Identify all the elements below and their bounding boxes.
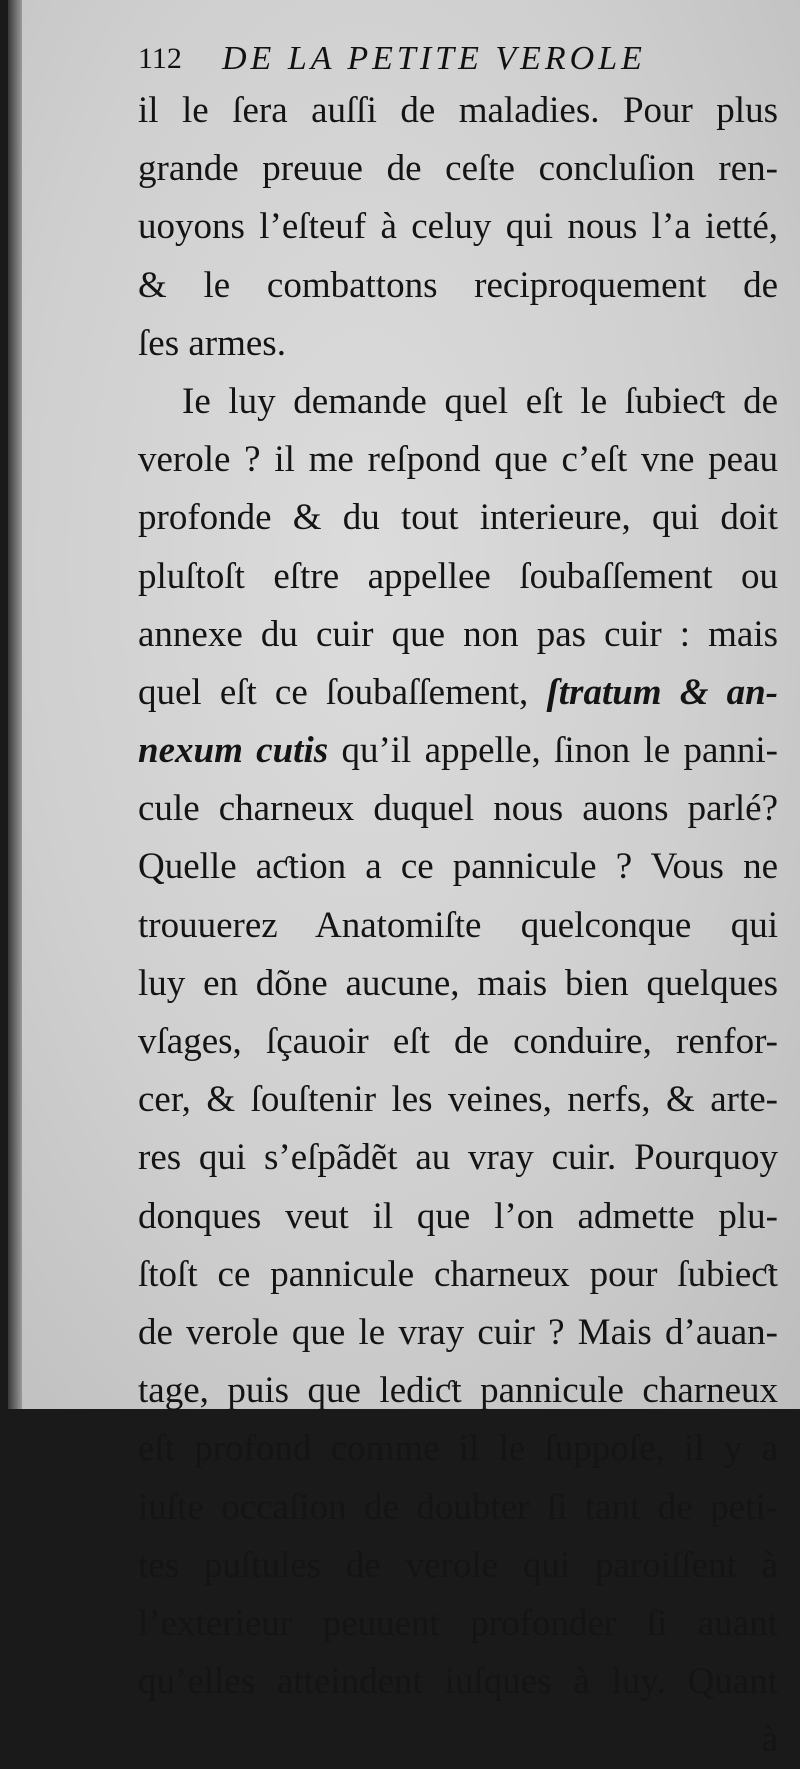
text-line: nexum cutis qu’il appelle, ſinon le panni- — [138, 730, 778, 772]
text-line: cule charneux duquel nous auons parlé? — [138, 788, 778, 830]
text-line: vſages, ſçauoir eſt de conduire, renfor- — [138, 1021, 778, 1062]
body-text — [138, 82, 778, 1769]
page-number: 112 — [138, 42, 182, 75]
text-line: iuſte occaſion de doubter ſi tant de peti- — [138, 1486, 778, 1528]
text-line: annexe du cuir que non pas cuir : mais — [138, 613, 778, 655]
text-line: uoyons l’eſteuf à celuy qui nous l’a ietté, — [138, 206, 778, 248]
text-line: quel eſt ce ſoubaſſement, ſtratum & an- — [138, 671, 778, 713]
text-line: tes puſtules de verole qui paroiſſent à — [138, 1544, 778, 1586]
text-line: luy en dõne aucune, mais bien quelques — [138, 962, 778, 1004]
text-line: profonde & du tout interieure, qui doit — [138, 497, 778, 539]
text-line: res qui s’eſpãdẽt au vray cuir. Pourquoy — [138, 1137, 778, 1179]
text-line: ſes armes. — [138, 322, 286, 364]
catchword: à — [761, 1719, 778, 1761]
text-line: verole ? il me reſpond que c’eſt vne peau — [138, 439, 778, 481]
text-line: tage, puis que lediƈt pannicule charneux — [138, 1370, 778, 1412]
text-line: trouuerez Anatomiſte quelconque qui — [138, 904, 778, 946]
text-line: eſt profond comme il le ſuppoſe, il y a — [138, 1428, 778, 1470]
text-line: ſtoſt ce pannicule charneux pour ſubieƈt — [138, 1253, 778, 1295]
text-line: grande preuue de ceſte concluſion ren- — [138, 148, 778, 190]
text-line: l’exterieur peuuent profonder ſi auant — [138, 1602, 778, 1644]
paragraph-start-line: Ie luy demande quel eſt le ſubieƈt de — [182, 380, 778, 422]
text-line: donques veut il que l’on admette plu- — [138, 1195, 778, 1237]
latin-phrase: nexum cutis — [138, 730, 329, 772]
text-line: cer, & ſouſtenir les veines, nerfs, & arte- — [138, 1079, 778, 1121]
latin-phrase: ſtratum & an- — [546, 671, 778, 713]
book-page — [8, 0, 800, 1761]
text-line: Quelle aƈtion a ce pannicule ? Vous ne — [138, 846, 778, 888]
running-title: DE LA PETITE VEROLE — [222, 40, 646, 77]
text-line: il le ſera auſſi de maladies. Pour plus — [138, 90, 778, 131]
text-line: pluſtoſt eſtre appellee ſoubaſſement ou — [138, 555, 778, 597]
text-line: & le combattons reciproquement de — [138, 264, 778, 306]
page-binding-shadow — [8, 0, 22, 1409]
text-line: de verole que le vray cuir ? Mais d’auan- — [138, 1311, 778, 1353]
text-line: qu’elles atteindent iuſques à luy. Quant — [138, 1661, 778, 1703]
